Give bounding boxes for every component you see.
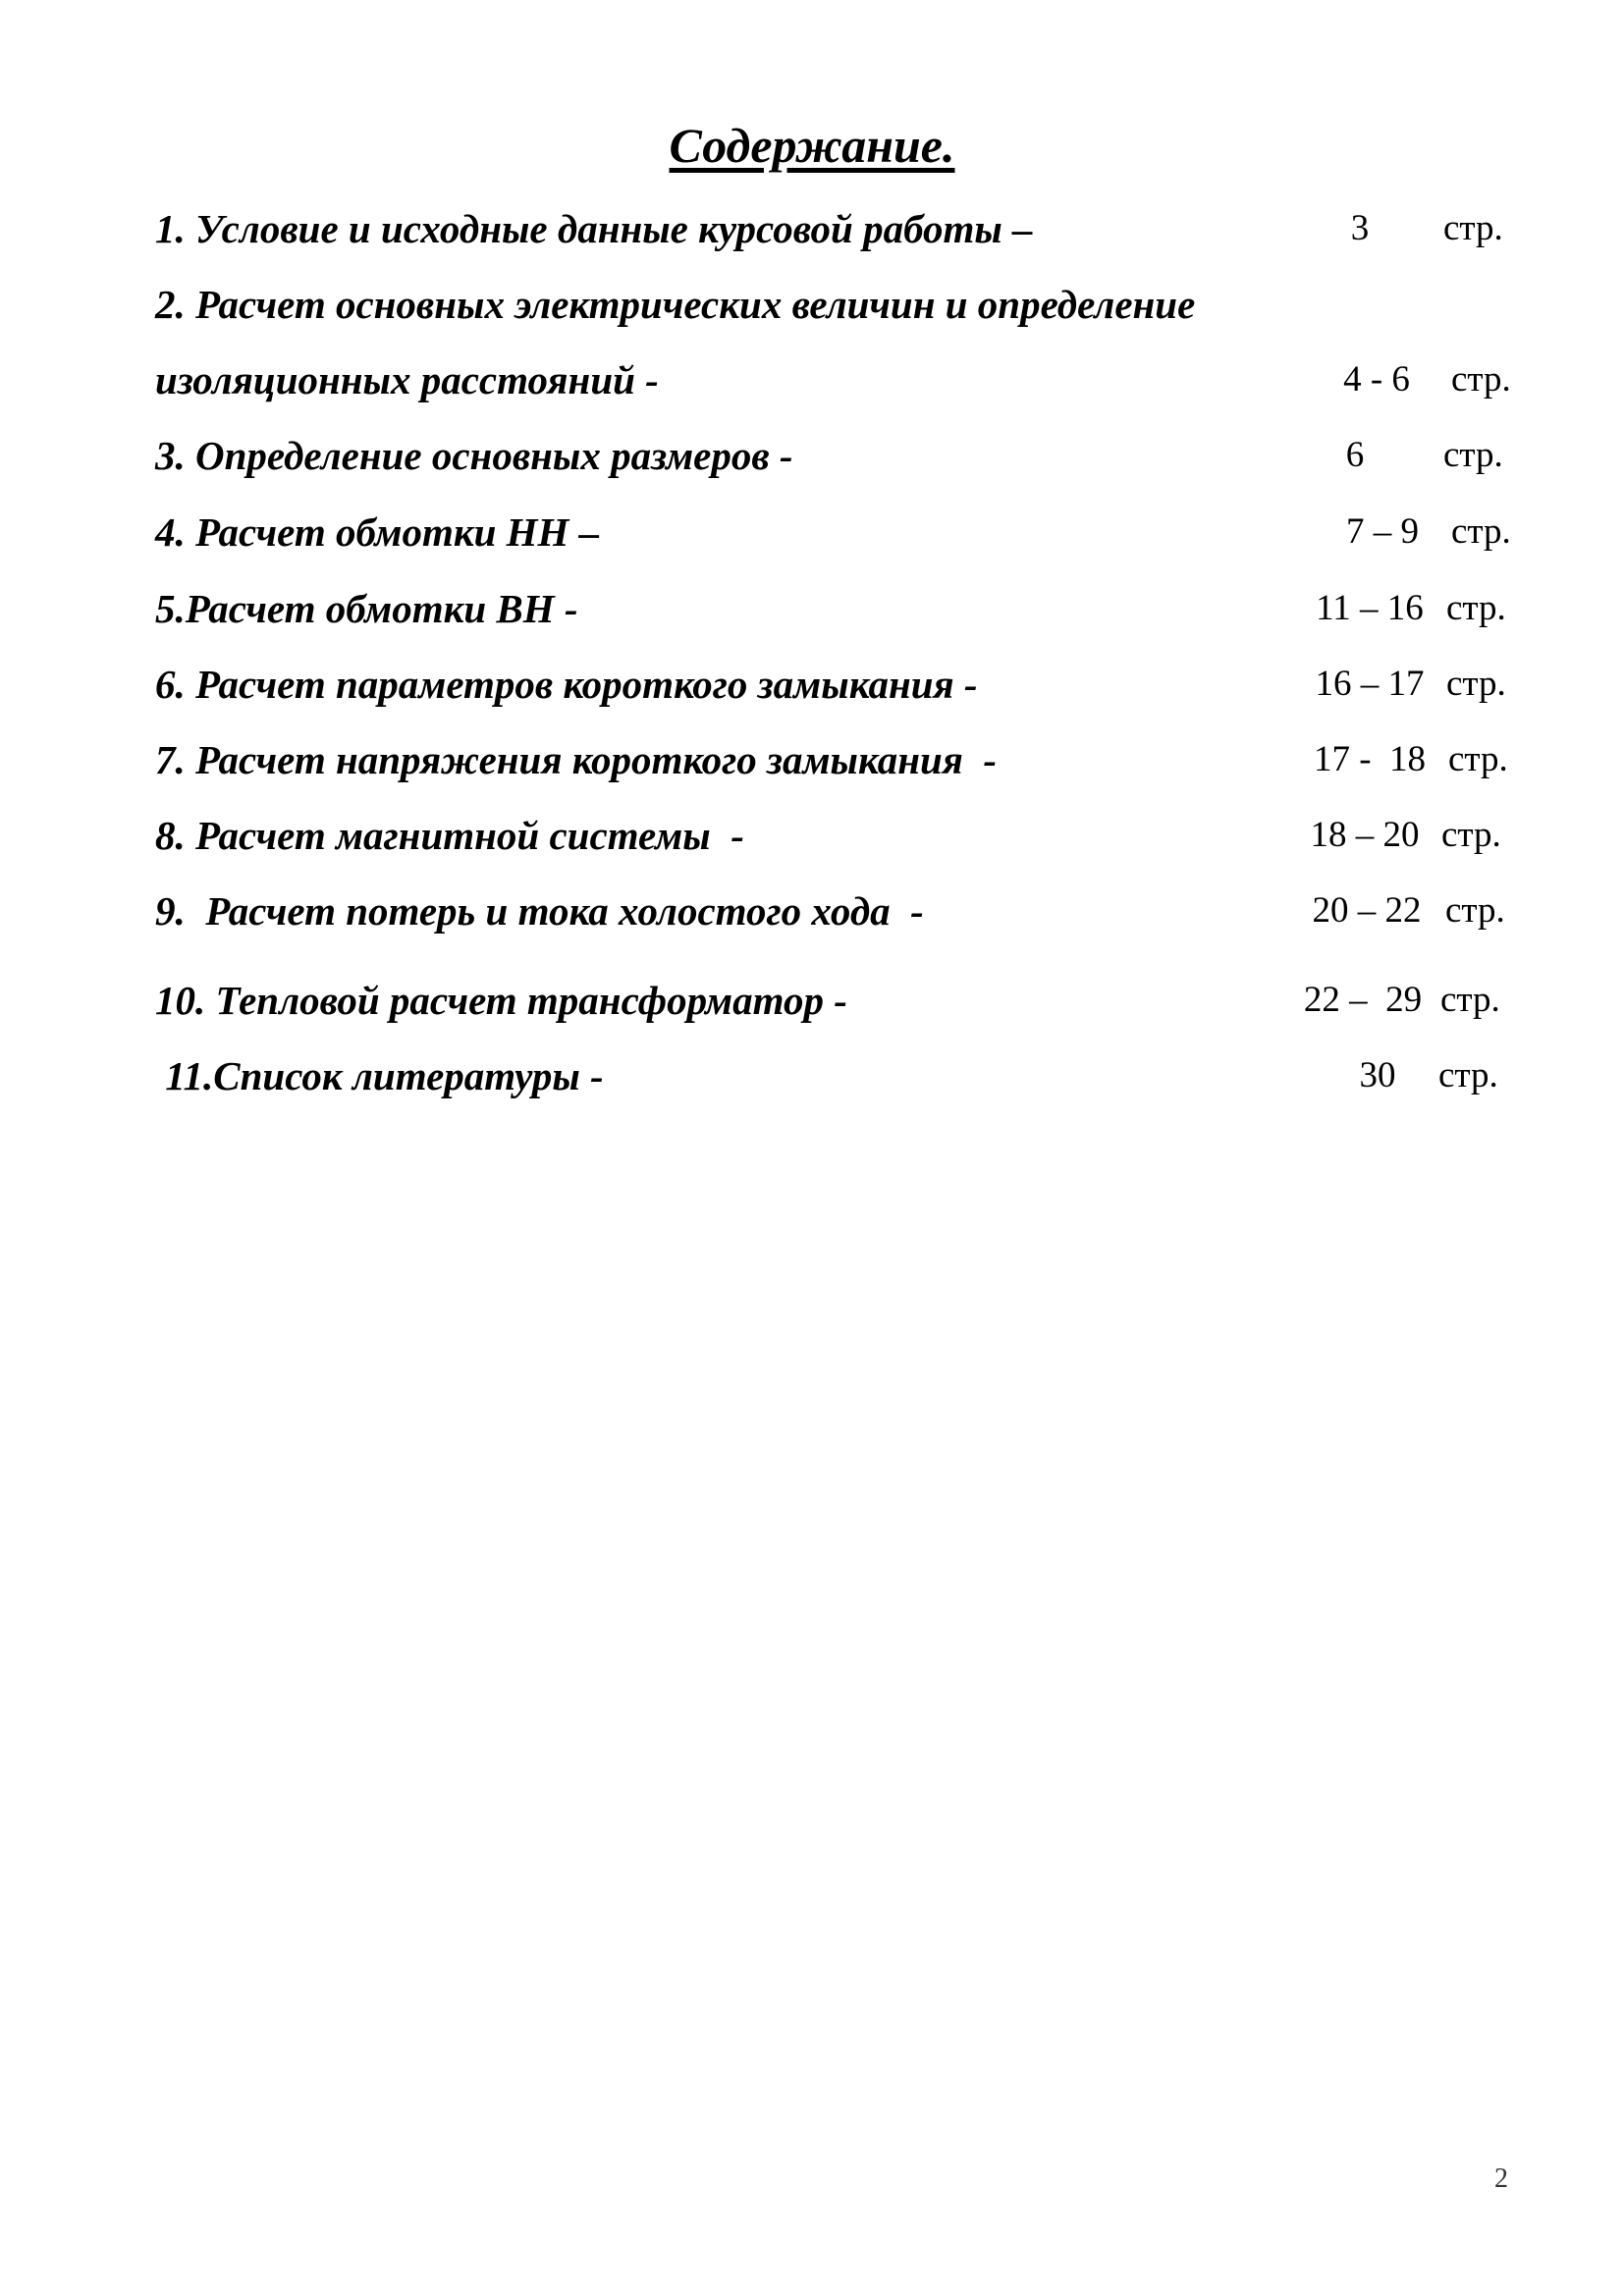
toc-entry	[0, 579, 1624, 638]
toc-title: Содержание.	[669, 118, 955, 173]
toc-entry-pages: 16 – 17	[1315, 664, 1425, 704]
toc-entry-label: 3. Определение основных размеров -	[155, 433, 793, 478]
toc-entry-label: 2. Расчет основных электрических величин и определение	[155, 282, 1196, 327]
toc-entry-label: 6. Расчет параметров короткого замыкания -	[155, 662, 978, 707]
toc-entry-unit: стр.	[1438, 1055, 1498, 1095]
toc-entry-label: 7. Расчет напряжения короткого замыкания -	[155, 737, 998, 782]
toc-entry-pages: 11 – 16	[1316, 588, 1424, 628]
toc-entry-label: 10. Тепловой расчет трансформатор -	[155, 978, 847, 1023]
toc-entry	[0, 503, 1624, 561]
toc-entry-label: изоляционных расстояний -	[155, 357, 659, 402]
toc-entry-pages: 6	[1345, 435, 1365, 475]
page-number: 2	[1494, 2163, 1508, 2194]
toc-entry-unit: стр.	[1443, 208, 1503, 248]
toc-entry-pages: 18 – 20	[1310, 815, 1420, 855]
toc-entry-unit: стр.	[1451, 511, 1511, 552]
toc-entry-label: 1. Условие и исходные данные курсовой работы –	[155, 206, 1033, 251]
toc-entry-label: 4. Расчет обмотки НН –	[155, 509, 600, 555]
toc-entry-pages: 30	[1359, 1055, 1396, 1095]
toc-entry-pages: 3	[1350, 208, 1370, 248]
toc-entry	[0, 806, 1624, 865]
toc-entry	[0, 971, 1624, 1030]
toc-entry-pages: 22 – 29	[1303, 980, 1423, 1020]
toc-entry-unit: стр.	[1445, 890, 1505, 931]
toc-entry	[0, 426, 1624, 485]
toc-entry-label: 8. Расчет магнитной системы -	[155, 813, 744, 858]
toc-entry-unit: стр.	[1443, 435, 1503, 475]
toc-entry-unit: стр.	[1448, 739, 1508, 779]
toc-entry-label: 5.Расчет обмотки ВН -	[155, 586, 578, 631]
toc-entry	[0, 655, 1624, 714]
toc-entry-label: 9. Расчет потерь и тока холостого хода -	[155, 888, 924, 934]
toc-entry-pages: 7 – 9	[1346, 511, 1419, 552]
toc-entry-label: 11.Список литературы -	[155, 1053, 604, 1098]
toc-entry	[0, 1046, 1624, 1105]
toc-entry-pages: 4 - 6	[1343, 359, 1410, 400]
toc-entry-unit: стр.	[1441, 815, 1501, 855]
toc-entry	[0, 881, 1624, 940]
toc-entry	[0, 350, 1624, 409]
toc-entry	[0, 199, 1624, 258]
toc-entry-unit: стр.	[1446, 588, 1506, 628]
toc-entry-pages: 20 – 22	[1312, 890, 1422, 931]
toc-entry-pages: 17 - 18	[1313, 739, 1427, 779]
toc-entry-unit: стр.	[1446, 664, 1506, 704]
toc-entry-unit: стр.	[1451, 359, 1511, 400]
toc-entry-unit: стр.	[1440, 980, 1500, 1020]
toc-entry	[0, 275, 1624, 334]
toc-entry	[0, 730, 1624, 789]
